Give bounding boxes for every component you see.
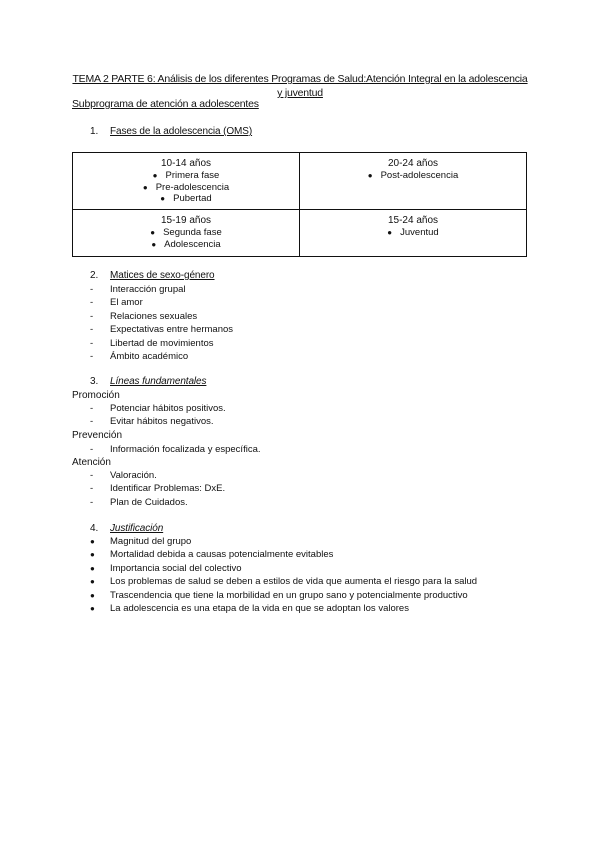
list-item: - Relaciones sexuales: [90, 310, 233, 323]
table-cell: [300, 153, 527, 210]
section-number: 4.: [90, 523, 99, 534]
section-label: Líneas fundamentales: [110, 376, 207, 387]
cell-title: 15-19 años: [160, 215, 212, 226]
table-row: [73, 210, 527, 257]
cell-item: ● Adolescencia: [77, 239, 295, 251]
page-subtitle: Subprograma de atención a adolescentes: [72, 98, 259, 110]
list-item: - Valoración.: [90, 469, 225, 482]
cell-item: ● Primera fase: [77, 170, 295, 182]
list-item: ● La adolescencia es una etapa de la vida en que se adoptan los valores: [90, 602, 477, 615]
list-item: - Información focalizada y específica.: [90, 443, 261, 456]
justificacion-list: [90, 535, 477, 615]
table-cell: [73, 153, 300, 210]
list-item: - Plan de Cuidados.: [90, 496, 225, 509]
list-item: ● Mortalidad debida a causas potencialmente evitables: [90, 548, 477, 561]
promocion-list: [90, 402, 226, 429]
list-item: - Identificar Problemas: DxE.: [90, 482, 225, 495]
list-item: - Libertad de movimientos: [90, 337, 233, 350]
phases-table: [72, 152, 527, 257]
list-item: - Ámbito académico: [90, 350, 233, 363]
cell-title: 20-24 años: [387, 158, 439, 169]
section-number: 3.: [90, 376, 99, 387]
list-item: - Expectativas entre hermanos: [90, 323, 233, 336]
section-heading-fases: [90, 126, 252, 137]
matices-list: [90, 283, 233, 363]
list-item: ● Importancia social del colectivo: [90, 562, 477, 575]
section-heading-justificacion: [90, 523, 163, 534]
prevencion-label: Prevención: [72, 430, 123, 441]
cell-item: ● Pre-adolescencia: [77, 182, 295, 194]
cell-item: ● Juventud: [304, 227, 522, 239]
section-heading-matices: [90, 270, 215, 281]
promocion-label: Promoción: [72, 390, 120, 401]
atencion-label: Atención: [72, 457, 111, 468]
page-title: TEMA 2 PARTE 6: Análisis de los diferentes Programas de Salud:Atención Integral en la adolescencia y juventud: [72, 73, 528, 99]
section-label: Fases de la adolescencia (OMS): [110, 126, 253, 137]
cell-item: ● Segunda fase: [77, 227, 295, 239]
cell-item: ● Pubertad: [77, 193, 295, 205]
section-heading-lineas: [90, 376, 206, 387]
section-number: 2.: [90, 270, 99, 281]
prevencion-list: [90, 443, 261, 456]
cell-item: ● Post-adolescencia: [304, 170, 522, 182]
section-label: Justificación: [110, 523, 164, 534]
cell-title: 10-14 años: [160, 158, 212, 169]
list-item: ● Los problemas de salud se deben a estilos de vida que aumenta el riesgo para la salud: [90, 575, 477, 588]
list-item: ● Trascendencia que tiene la morbilidad en un grupo sano y potencialmente productivo: [90, 589, 477, 602]
list-item: - El amor: [90, 296, 233, 309]
list-item: - Evitar hábitos negativos.: [90, 415, 226, 428]
section-label: Matices de sexo-género: [110, 270, 215, 281]
table-cell: [73, 210, 300, 257]
cell-title: 15-24 años: [387, 215, 439, 226]
table-cell: [300, 210, 527, 257]
list-item: - Potenciar hábitos positivos.: [90, 402, 226, 415]
atencion-list: [90, 469, 225, 509]
list-item: - Interacción grupal: [90, 283, 233, 296]
table-row: [73, 153, 527, 210]
list-item: ● Magnitud del grupo: [90, 535, 477, 548]
section-number: 1.: [90, 126, 99, 137]
